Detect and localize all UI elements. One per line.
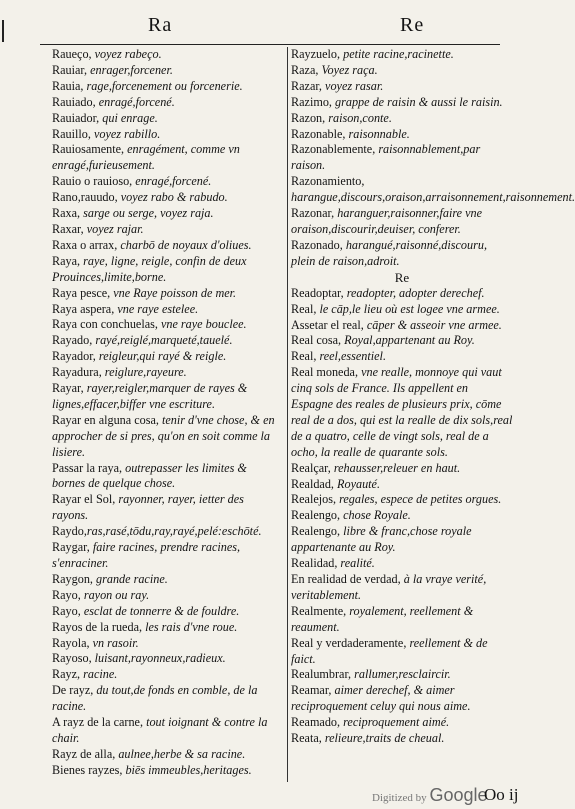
definition: reellement & de faict. — [291, 635, 488, 666]
definition: qui enrage. — [99, 110, 158, 125]
dictionary-entry — [52, 365, 280, 381]
dictionary-entry — [52, 254, 280, 286]
headword: Rauiador, — [52, 110, 100, 125]
definition: realité. — [337, 556, 375, 571]
dictionary-entry — [291, 731, 513, 747]
definition: raison,conte. — [325, 110, 392, 125]
definition: voyez rabo & rabudo. — [117, 190, 228, 205]
dictionary-entry — [52, 142, 280, 174]
headword: Rayar el Sol, — [52, 492, 116, 507]
definition: Voyez raça. — [318, 62, 378, 77]
headword: Razonar, — [291, 206, 335, 221]
dictionary-entry — [291, 477, 513, 493]
left-column — [52, 47, 280, 779]
headword: Realejos, — [291, 492, 337, 507]
dictionary-entry — [291, 79, 513, 95]
dictionary-entry — [52, 333, 280, 349]
headword: Rano,rauudo, — [52, 190, 118, 205]
headword: Rauiosamente, — [52, 142, 125, 157]
headword: Real, — [291, 301, 317, 316]
definition: harangué,raisonné,discouru, plein de raison,adroit. — [291, 237, 487, 268]
headword: Razonamiento, — [291, 174, 365, 189]
dictionary-entry — [291, 111, 513, 127]
headword: Raza, — [291, 62, 319, 77]
definition: enragé,forcené. — [132, 174, 212, 189]
headword: Razimo, — [291, 94, 332, 109]
dictionary-entry — [291, 318, 513, 334]
dictionary-entry — [291, 508, 513, 524]
definition: rayé,reiglé,marqueté,tauelé. — [92, 333, 233, 348]
headword: Rauillo, — [52, 126, 91, 141]
definition: rage,forcenement ou forcenerie. — [83, 78, 243, 93]
definition: reel,essentiel. — [316, 349, 386, 364]
headword: Real cosa, — [291, 333, 342, 348]
dictionary-entry — [52, 349, 280, 365]
headword: De rayz, — [52, 683, 94, 698]
header-rule — [40, 44, 500, 45]
headword: Rayzuelo, — [291, 47, 341, 61]
dictionary-entry — [291, 556, 513, 572]
headword: Realmente, — [291, 603, 347, 618]
dictionary-entry — [52, 524, 280, 540]
definition: raisonnable. — [345, 126, 410, 141]
digitized-notice — [372, 785, 487, 806]
headword: Rayadura, — [52, 365, 102, 380]
definition: reigleur,qui rayé & reigle. — [95, 349, 227, 364]
dictionary-entry — [52, 317, 280, 333]
dictionary-entry — [291, 683, 513, 715]
definition: Royal,appartenant au Roy. — [341, 333, 475, 348]
definition: voyez rajar. — [83, 221, 144, 236]
definition: relieure,traits de cheual. — [321, 731, 445, 746]
headword: Reamado, — [291, 715, 341, 730]
definition: libre & franc,chose royale appartenante au Roy. — [291, 524, 472, 555]
headword: Rayo, — [52, 587, 81, 602]
definition: esclat de tonnerre & de fouldre. — [80, 603, 240, 618]
dictionary-entry — [52, 413, 280, 461]
google-logo: Google — [429, 785, 488, 805]
dictionary-entry — [52, 747, 280, 763]
headword: Razonado, — [291, 237, 343, 252]
headword: Razonablemente, — [291, 142, 376, 157]
definition: vn rasoir. — [89, 635, 139, 650]
dictionary-entry — [291, 604, 513, 636]
dictionary-entry — [291, 238, 513, 270]
headword: Realdad, — [291, 476, 334, 491]
dictionary-entry — [52, 47, 280, 63]
dictionary-entry — [52, 238, 280, 254]
headword: Assetar el real, — [291, 317, 364, 332]
dictionary-entry — [291, 47, 513, 63]
headword: Rayz de alla, — [52, 746, 116, 761]
definition: outrepasser les limites & bornes de quelque chose. — [52, 460, 247, 491]
dictionary-entry — [52, 540, 280, 572]
definition: Royauté. — [333, 476, 381, 491]
dictionary-entry — [52, 620, 280, 636]
headword: Rayoso, — [52, 651, 92, 666]
dictionary-entry — [52, 651, 280, 667]
dictionary-entry — [52, 461, 280, 493]
definition: à la vraye verité, veritablement. — [291, 572, 487, 602]
dictionary-entry — [291, 365, 513, 460]
definition: biēs immeubles,heritages. — [122, 762, 252, 777]
headword: Rayz, — [52, 667, 81, 682]
headword: Passar la raya, — [52, 460, 123, 475]
dictionary-entry — [291, 333, 513, 349]
headword: Raxar, — [52, 221, 84, 236]
definition: chose Royale. — [340, 508, 411, 523]
headword: Raygar, — [52, 540, 90, 555]
definition: ras,rasé,tōdu,ray,rayé,pelé:eschōté. — [86, 524, 262, 539]
dictionary-entry — [291, 524, 513, 556]
headword: Raya, — [52, 253, 81, 268]
running-head-right: Re — [400, 14, 425, 36]
running-head-left: Ra — [148, 14, 173, 36]
dictionary-entry — [291, 127, 513, 143]
dictionary-entry — [52, 302, 280, 318]
dictionary-entry — [291, 142, 513, 174]
dictionary-entry — [291, 206, 513, 238]
headword: Rayar, — [52, 381, 84, 396]
definition: luisant,rayonneux,radieux. — [91, 651, 226, 666]
definition: rayon ou ray. — [80, 587, 150, 602]
headword: Raueço, — [52, 47, 92, 61]
headword: Rauia, — [52, 78, 84, 93]
dictionary-entry — [52, 636, 280, 652]
headword: Rayo, — [52, 603, 81, 618]
dictionary-entry — [291, 63, 513, 79]
definition: harangue,discours,oraison,arraisonnement,raisonnement. — [291, 190, 575, 205]
definition: le cāp,le lieu où est logee vne armee. — [316, 301, 500, 316]
headword: Razon, — [291, 110, 326, 125]
dictionary-entry — [291, 667, 513, 683]
dictionary-entry — [52, 604, 280, 620]
dictionary-entry — [291, 174, 575, 206]
headword: Rauiar, — [52, 62, 88, 77]
dictionary-entry — [52, 127, 280, 143]
headword: Raxa, — [52, 206, 81, 221]
definition: rayonner, rayer, ietter des rayons. — [52, 492, 244, 523]
headword: Rauiado, — [52, 94, 96, 109]
headword: En realidad de verdad, — [291, 572, 401, 586]
dictionary-entry — [291, 715, 513, 731]
headword: Rayola, — [52, 635, 90, 650]
dictionary-entry — [291, 572, 513, 604]
digitized-text: Digitized by — [372, 792, 427, 804]
headword: Rayador, — [52, 349, 96, 364]
signature-mark: Oo ij — [484, 785, 519, 804]
definition: charbō de noyaux d'oliues. — [117, 237, 252, 252]
definition: reiglure,rayeure. — [101, 365, 187, 380]
dictionary-entry — [52, 63, 280, 79]
headword: Realumbrar, — [291, 667, 352, 682]
headword: Readoptar, — [291, 285, 344, 300]
definition: voyez rabeço. — [91, 47, 162, 61]
headword: Real moneda, — [291, 365, 359, 380]
dictionary-entry — [52, 190, 280, 206]
headword: Rauio o rauioso, — [52, 174, 133, 189]
headword: Bienes rayzes, — [52, 762, 123, 777]
dictionary-entry — [52, 572, 280, 588]
definition: les rais d'vne roue. — [142, 619, 238, 634]
definition: faire racines, prendre racines, s'enraciner. — [52, 540, 241, 570]
definition: voyez rasar. — [321, 78, 384, 93]
dictionary-entry — [52, 206, 280, 222]
definition: grande racine. — [92, 571, 168, 586]
definition: enragé,forcené. — [95, 94, 175, 109]
headword: Rayar en alguna cosa, — [52, 412, 159, 427]
dictionary-entry — [291, 302, 513, 318]
definition: rayer,reigler,marquer de rayes & lignes,effacer,biffer vne escriture. — [52, 381, 248, 411]
dictionary-entry — [291, 492, 513, 508]
definition: enrager,forcener. — [87, 62, 173, 77]
dictionary-entry — [52, 95, 280, 111]
dictionary-entry — [52, 381, 280, 413]
headword: Raya aspera, — [52, 301, 115, 316]
headword: Raya pesce, — [52, 285, 111, 300]
dictionary-entry — [52, 588, 280, 604]
definition: vne raye estelee. — [114, 301, 199, 316]
headword: Raygon, — [52, 571, 93, 586]
dictionary-entry — [52, 492, 280, 524]
dictionary-entry — [52, 715, 280, 747]
headword: Realçar, — [291, 460, 331, 475]
definition: reciproquement aimé. — [340, 715, 450, 730]
headword: Reata, — [291, 731, 322, 746]
headword: Reamar, — [291, 683, 332, 698]
headword: Realidad, — [291, 556, 338, 571]
definition: aimer derechef, & aimer reciproquement celuy qui nous aime. — [291, 683, 471, 714]
headword: Razar, — [291, 78, 322, 93]
dictionary-entry — [52, 667, 280, 683]
dictionary-entry — [52, 683, 280, 715]
definition: rallumer,resclaircir. — [351, 667, 451, 682]
headword: Realengo, — [291, 508, 341, 523]
definition: rehausser,releuer en haut. — [330, 460, 461, 475]
dictionary-entry — [291, 95, 513, 111]
headword: Raydo, — [52, 524, 87, 539]
definition: raisonnablement,par raison. — [291, 142, 481, 173]
right-column — [291, 47, 575, 747]
headword: Realengo, — [291, 524, 341, 539]
definition: vne Raye poisson de mer. — [110, 285, 237, 300]
definition: readopter, adopter derechef. — [343, 285, 485, 300]
section-heading: Re — [394, 269, 410, 285]
definition: enragément, comme vn enragé,furieusement. — [52, 142, 240, 173]
definition: aulnee,herbe & sa racine. — [115, 746, 246, 761]
definition: royalement, reellement & reaument. — [291, 603, 474, 634]
definition: voyez rabillo. — [90, 126, 161, 141]
dictionary-entry — [291, 286, 513, 302]
headword: Real y verdaderamente, — [291, 635, 407, 650]
dictionary-entry — [291, 636, 513, 668]
definition: du tout,de fonds en comble, de la racine. — [52, 683, 258, 714]
definition: tout ioignant & contre la chair. — [52, 715, 268, 745]
definition: haranguer,raisonner,faire vne oraison,discourir,deuiser, conferer. — [291, 206, 482, 236]
dictionary-entry — [52, 222, 280, 238]
headword: Razonable, — [291, 126, 346, 141]
definition: grappe de raisin & aussi le raisin. — [331, 94, 503, 109]
headword: Rayos de la rueda, — [52, 619, 143, 634]
page-edge-mark — [2, 20, 4, 42]
dictionary-entry — [52, 111, 280, 127]
headword: Raxa o arrax, — [52, 237, 118, 252]
headword: Real, — [291, 349, 317, 364]
definition: racine. — [80, 667, 118, 682]
column-divider — [287, 47, 288, 782]
definition: petite racine,racinette. — [340, 47, 454, 61]
headword: A rayz de la carne, — [52, 715, 144, 730]
dictionary-entry — [52, 763, 280, 779]
dictionary-entry — [52, 174, 280, 190]
dictionary-entry — [52, 79, 280, 95]
definition: regales, espece de petites orgues. — [336, 492, 502, 507]
dictionary-entry — [291, 349, 513, 365]
definition: vne realle, monnoye qui vaut cinq sols de France. Ils appellent en Espagne des reales de plusieurs prix, cōme real de a dos, qui est la realle de dix sols,real de a quatro, celle de vingt sols, real de a ocho, la realle de quarante sols. — [291, 365, 513, 459]
definition: cāper & asseoir vne armee. — [363, 317, 502, 332]
definition: vne raye bouclee. — [157, 317, 247, 332]
headword: Raya con conchuelas, — [52, 317, 158, 332]
definition: sarge ou serge, voyez raja. — [80, 206, 214, 221]
dictionary-entry — [52, 286, 280, 302]
headword: Rayado, — [52, 333, 93, 348]
definition: tenir d'vne chose, & en approcher de si pres, qu'on en soit comme la lisiere. — [52, 412, 275, 459]
definition: raye, ligne, reigle, confin de deux Prouinces,limite,borne. — [52, 253, 247, 284]
dictionary-entry — [291, 461, 513, 477]
